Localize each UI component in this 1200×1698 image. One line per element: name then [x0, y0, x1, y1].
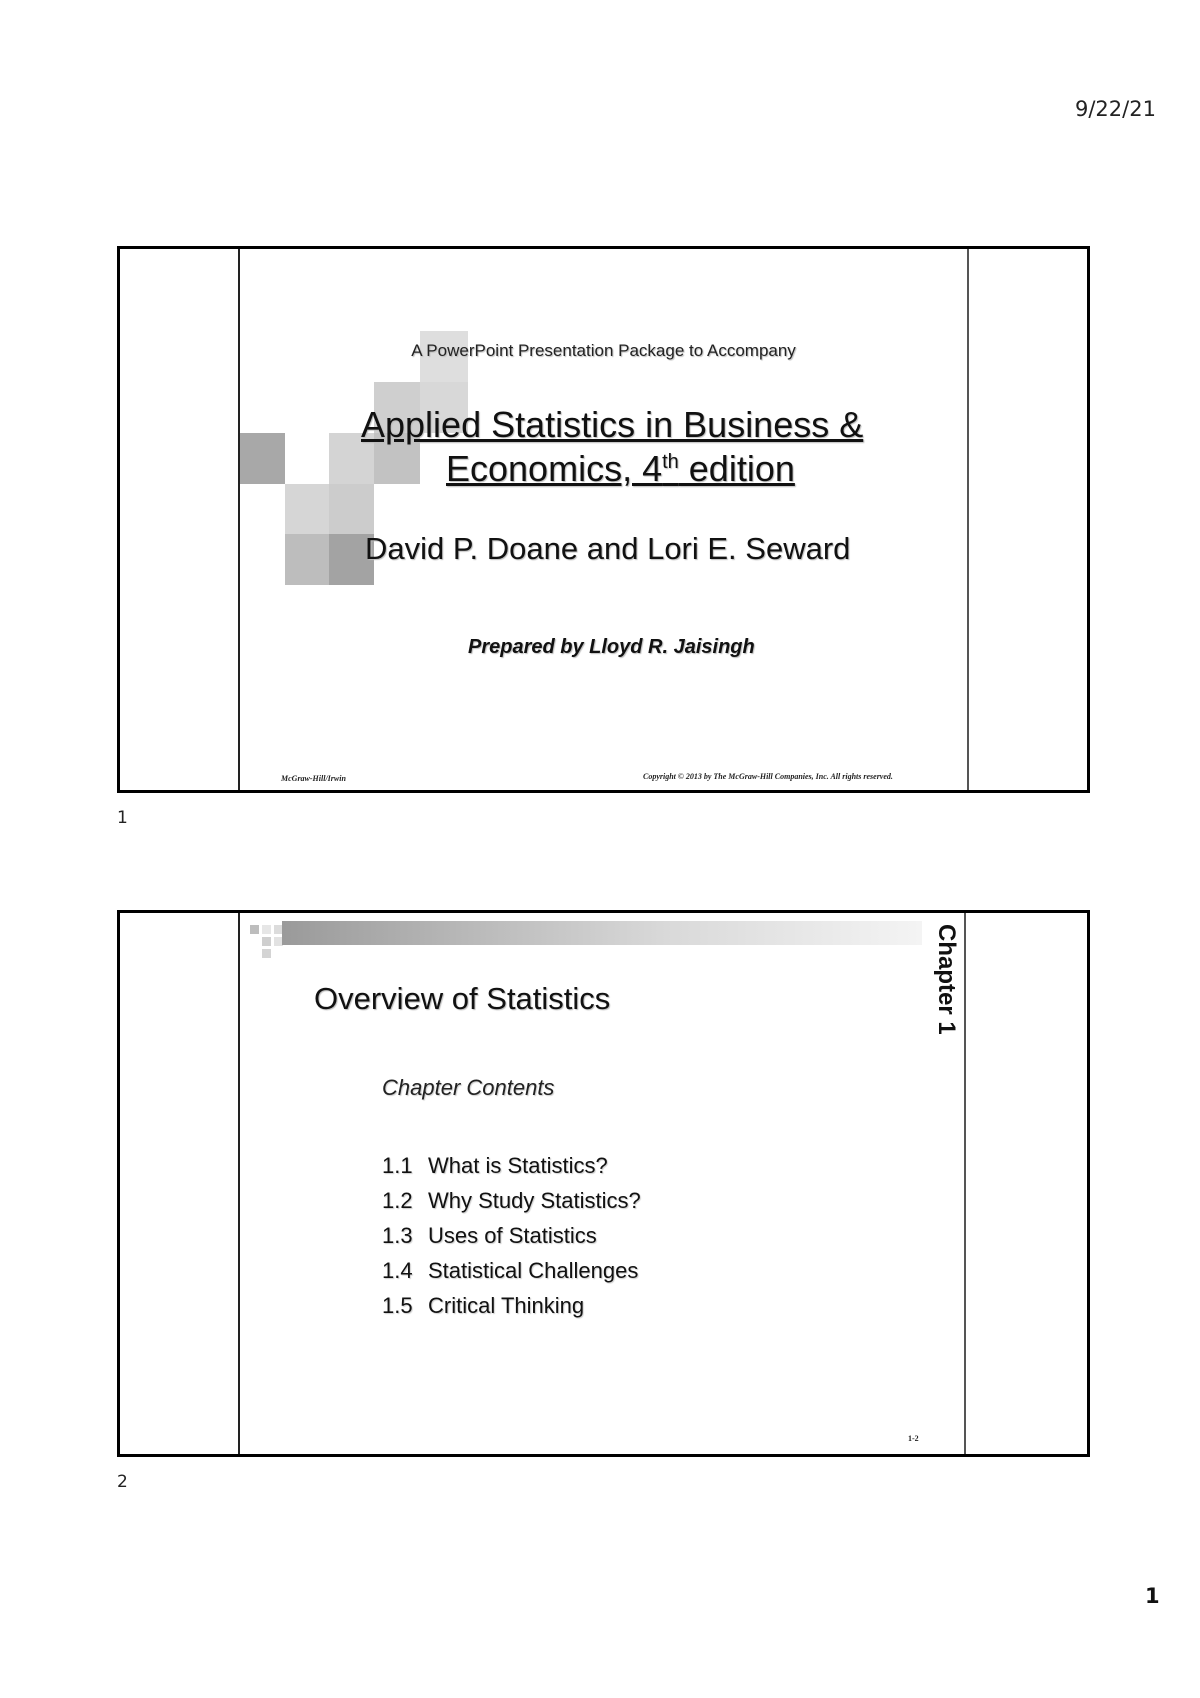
- slide-2-contents-heading: Chapter Contents: [382, 1075, 555, 1100]
- list-item: 1.2 Why Study Statistics?: [382, 1188, 641, 1213]
- list-item: 1.5 Critical Thinking: [382, 1293, 585, 1318]
- list-item: 1.3 Uses of Statistics: [382, 1223, 597, 1248]
- slide-1-number: 1: [117, 808, 128, 828]
- slide-1-title-line-1: Applied Statistics in Business &: [361, 404, 864, 445]
- slide-1-footer-right: Copyright © 2013 by The McGraw-Hill Companies, Inc. All rights reserved.: [643, 772, 893, 781]
- slide-1-footer-left: McGraw-Hill/Irwin: [281, 774, 346, 783]
- list-item: 1.1 What is Statistics?: [382, 1153, 608, 1178]
- handout-date: 9/22/21: [1075, 97, 1156, 121]
- slide-1-title-superscript: th: [662, 451, 679, 473]
- slide-2-header-bar: [282, 921, 922, 945]
- slide-2-contents-list: [382, 1148, 641, 1323]
- slide-1-pretitle: A PowerPoint Presentation Package to Accompany: [411, 341, 796, 360]
- page-number: 1: [1145, 1584, 1160, 1608]
- slide-2-title: Overview of Statistics: [314, 981, 611, 1016]
- list-item: 1.4 Statistical Challenges: [382, 1258, 639, 1283]
- slide-2-slide-label: 1-2: [908, 1434, 919, 1443]
- slide-1-authors: David P. Doane and Lori E. Seward: [365, 531, 851, 566]
- slide-1-title-line-2: Economics, 4th edition: [446, 448, 795, 489]
- slide-2-chapter-label: Chapter 1: [933, 924, 960, 1035]
- slide-1-prepared-by: Prepared by Lloyd R. Jaisingh: [468, 636, 755, 658]
- slide-2-number: 2: [117, 1472, 128, 1492]
